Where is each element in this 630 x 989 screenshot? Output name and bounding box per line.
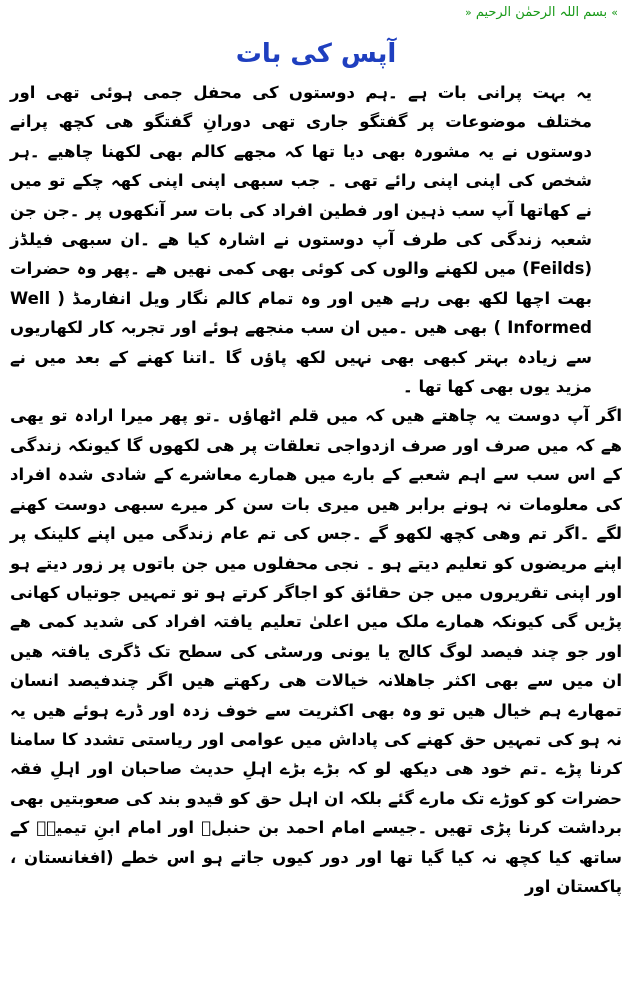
article-title: آپس کی بات <box>235 39 397 69</box>
article-body <box>10 78 622 901</box>
ornament-left: « <box>464 6 472 19</box>
bismillah-header <box>10 4 618 22</box>
bismillah-text: بسم اللہ الرحمٰن الرحیم <box>475 5 608 20</box>
paragraph-1: یہ بہت پرانی بات ہے ۔ہم دوستوں کی محفل جمی ہوئی تھی اور مختلف موضوعات پر گفتگو جاری تھی دورانِ گفتگو ھی کچھ پرانے دوستوں نے یہ مشورہ بھی دیا تھا کہ مجھے کالم بھی لکھنا چاھیے ۔ہر شخص کی اپنی اپنی رائے تھی ۔ جب سبھی اپنی اپنی کھہ چکے تو میں نے کھاتھا آپ سب ذہین اور فطین افراد کی بات سر آنکھوں پر ۔جن جن شعبہ زندگی کی طرف آپ دوستوں نے اشارہ کیا ھے ۔ان سبھی فیلڈز (Feilds) میں لکھنے والوں کی کوئی بھی کمی نھیں ھے ۔پھر وہ حضرات بھت اچھا لکھ بھی رہے ھیں اور وہ تمام کالم نگار ویل انفارمڈ ( Well Informed ) بھی ھیں ۔میں ان سب منجھے ہوئے اور تجربہ کار لکھاریوں سے زیادہ بہتر کبھی بھی نہیں لکھ پاؤں گا ۔اتنا کھنے کے بعد میں نے مزید یوں بھی کھا تھا ۔ <box>10 83 592 397</box>
paragraph-2: اگر آپ دوست یہ چاھتے ھیں کہ میں قلم اٹھاؤں ۔تو پھر میرا ارادہ تو یھی ھے کہ میں صرف اور صرف ازدواجی تعلقات پر ھی لکھوں گا کیونکہ زندگی کے اس سب سے اہم شعبے کے بارے میں ھمارے معاشرے کے شادی شدہ افراد کی معلومات نہ ہونے برابر ھیں میری بات سن کر میرے سبھی دوست کھنے لگے ۔اگر تم وھی کچھ لکھو گے ۔جس کی تم عام زندگی میں اپنے کلینک پر اپنے مریضوں کو تعلیم دیتے ہو ۔ نجی محفلوں میں جن باتوں پر زور دیتے ہو اور اپنی تقریروں میں جن حقائق کو اجاگر کرتے ہو تو تمہیں جوتیاں کھانی پڑیں گی کیونکہ ھمارے ملک میں اعلیٰ تعلیم یافتہ افراد کی شدید کمی ھے اور جو چند فیصد لوگ کالج یا یونی ورسٹی کی سطح تک ڈگری یافتہ ھیں ان میں سے بھی اکثر جاھلانہ خیالات ھی رکھتے ھیں اگر چندفیصد انسان تمھارے ہم خیال ھیں تو وہ بھی اکثریت سے خوف زدہ اور ڈرے ہوئے ھیں یہ نہ ہو کی تمہیں حق کھنے کی پاداش میں عوامی اور ریاستی تشدد کا سامنا کرنا پڑے ۔تم خود ھی دیکھ لو کہ بڑے بڑے اہلِ حدیث صاحبان اور اہلِ فقہ حضرات کو کوڑے تک مارے گئے بلکہ ان اہل حق کو قیدو بند کی صعوبتیں بھی برداشت کرنا پڑی تھیں ۔جیسے امام احمد بن حنبلؒ اور امام ابنِ تیمیہؒ کے ساتھ کیا کچھ نہ کیا گیا تھا اور دور کیوں جاتے ہو اس خطے (افغانستان ، پاکستان اور <box>10 406 622 896</box>
ornament-right: » <box>611 6 618 19</box>
